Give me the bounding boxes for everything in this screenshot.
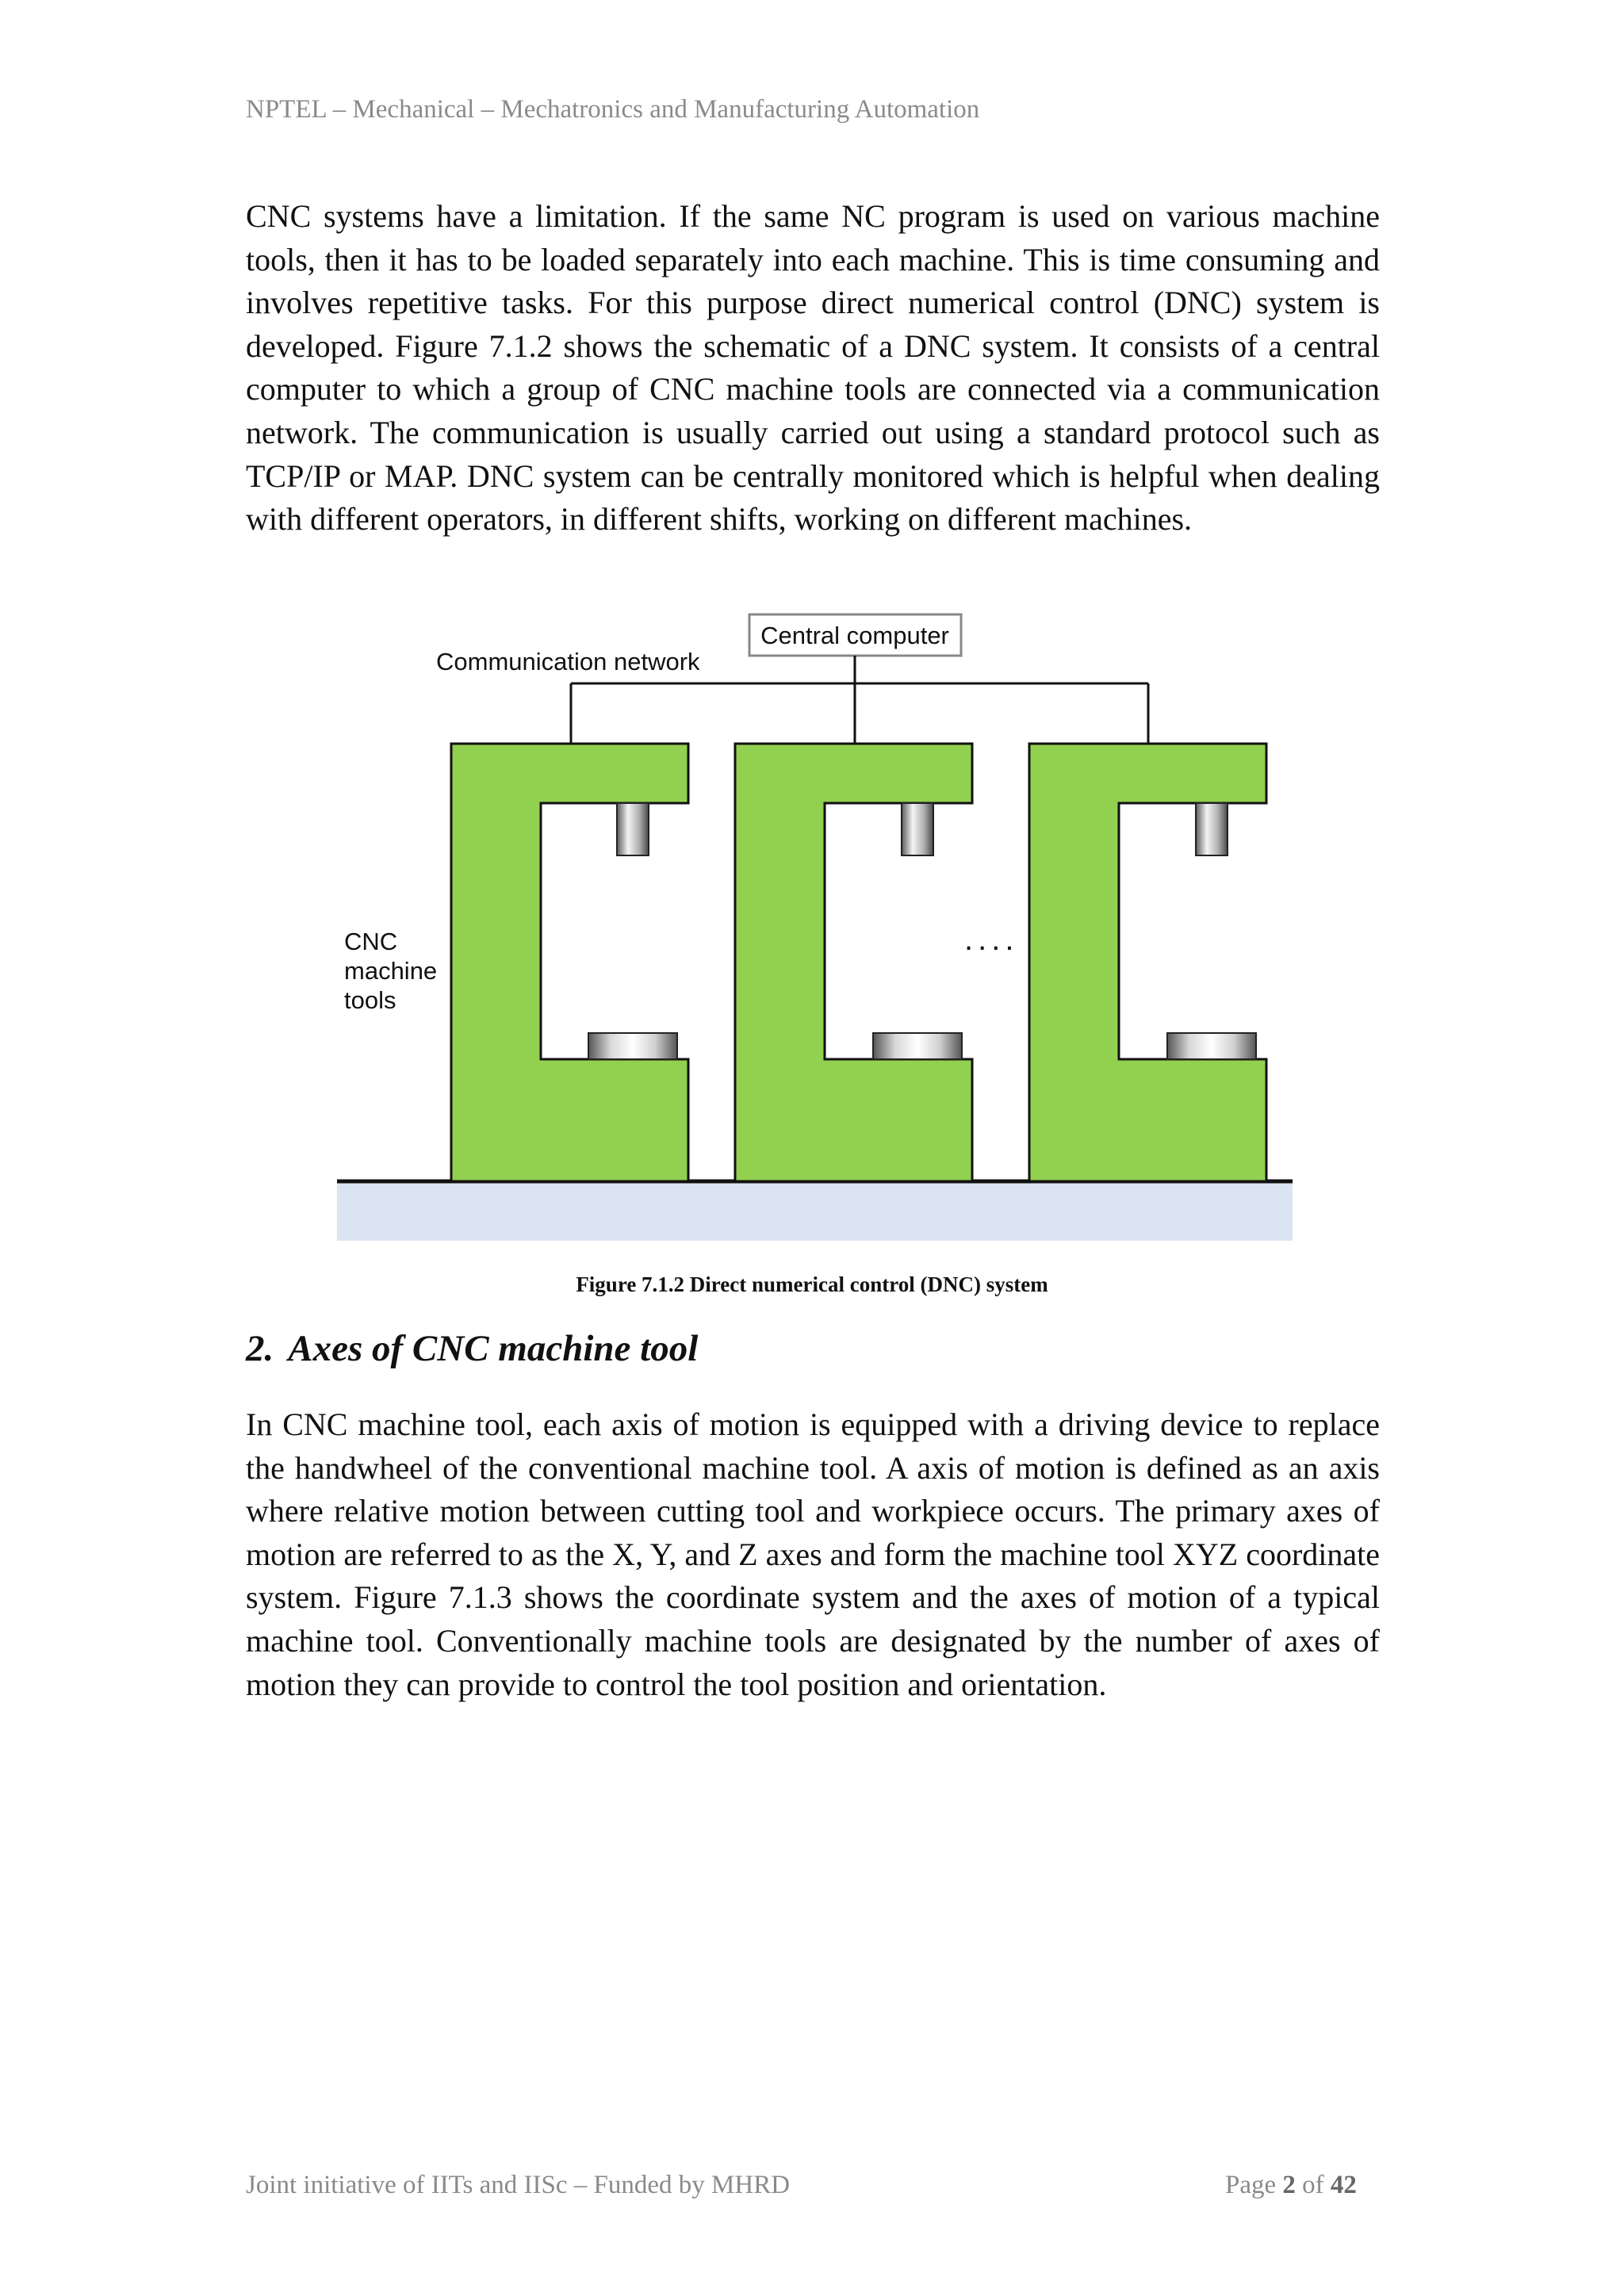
axes-paragraph: In CNC machine tool, each axis of motion is equipped with a driving device to replace the handwheel of the conventional machine tool. A axis of motion is defined as an axis where relative motion between cutting tool and workpiece occurs. The primary axes of motion are referred to as the X, Y, and Z axes and form the machine tool XYZ coordinate system. Figure 7.1.3 shows the coordinate system and the axes of motion of a typical machine tool. Conventionally machine tools are designated by the number of axes of motion they can provide to control the tool position and orientation. xyxy=(246,1406,1380,1702)
page-prefix: Page xyxy=(1225,2171,1277,2199)
page-number xyxy=(1225,2171,1357,2200)
cnc-machine-3 xyxy=(1029,744,1266,1181)
section-title: Axes of CNC machine tool xyxy=(288,1328,699,1369)
cnc-machine-tools-label xyxy=(344,928,444,1014)
spindle-tool-3 xyxy=(1196,803,1228,855)
cnc-machine-tools-label-line2: machine xyxy=(344,957,438,985)
spindle-tool-2 xyxy=(902,803,933,855)
communication-network-label: Communication network xyxy=(436,648,700,675)
page-current: 2 xyxy=(1282,2171,1296,2199)
cnc-machine-1 xyxy=(451,744,688,1181)
running-header: NPTEL – Mechanical – Mechatronics and Manufacturing Automation xyxy=(246,95,980,124)
worktable-1 xyxy=(588,1033,677,1059)
figure-caption: Figure 7.1.2 Direct numerical control (DNC) system xyxy=(576,1272,1048,1296)
page-sep: of xyxy=(1302,2171,1324,2199)
worktable-3 xyxy=(1167,1033,1256,1059)
more-machines-ellipsis: .... xyxy=(964,922,1019,957)
spindle-tool-1 xyxy=(617,803,649,855)
cnc-machine-2 xyxy=(735,744,972,1181)
footer-funding-note: Joint initiative of IITs and IISc – Funded by MHRD xyxy=(246,2171,791,2199)
central-computer-label: Central computer xyxy=(760,622,949,649)
cnc-machine-tools-label-line3: tools xyxy=(344,986,396,1014)
dnc-system-figure xyxy=(333,610,1300,1245)
worktable-2 xyxy=(873,1033,962,1059)
section-number: 2. xyxy=(246,1328,274,1369)
floor-base xyxy=(337,1181,1293,1241)
intro-paragraph: CNC systems have a limitation. If the same NC program is used on various machine tools, then it has to be loaded separately into each machine. This is time consuming and involves repetitive tasks. For this purpose direct numerical control (DNC) system is developed. Figure 7.1.2 shows the schematic of a DNC system. It consists of a central computer to which a group of CNC machine tools are connected via a communication network. The communication is usually carried out using a standard protocol such as TCP/IP or MAP. DNC system can be centrally monitored which is helpful when dealing with different operators, in different shifts, working on different machines. xyxy=(246,198,1380,538)
page-total: 42 xyxy=(1330,2171,1357,2199)
cnc-machine-tools-label-line1: CNC xyxy=(344,928,398,955)
section-heading xyxy=(246,1327,698,1370)
